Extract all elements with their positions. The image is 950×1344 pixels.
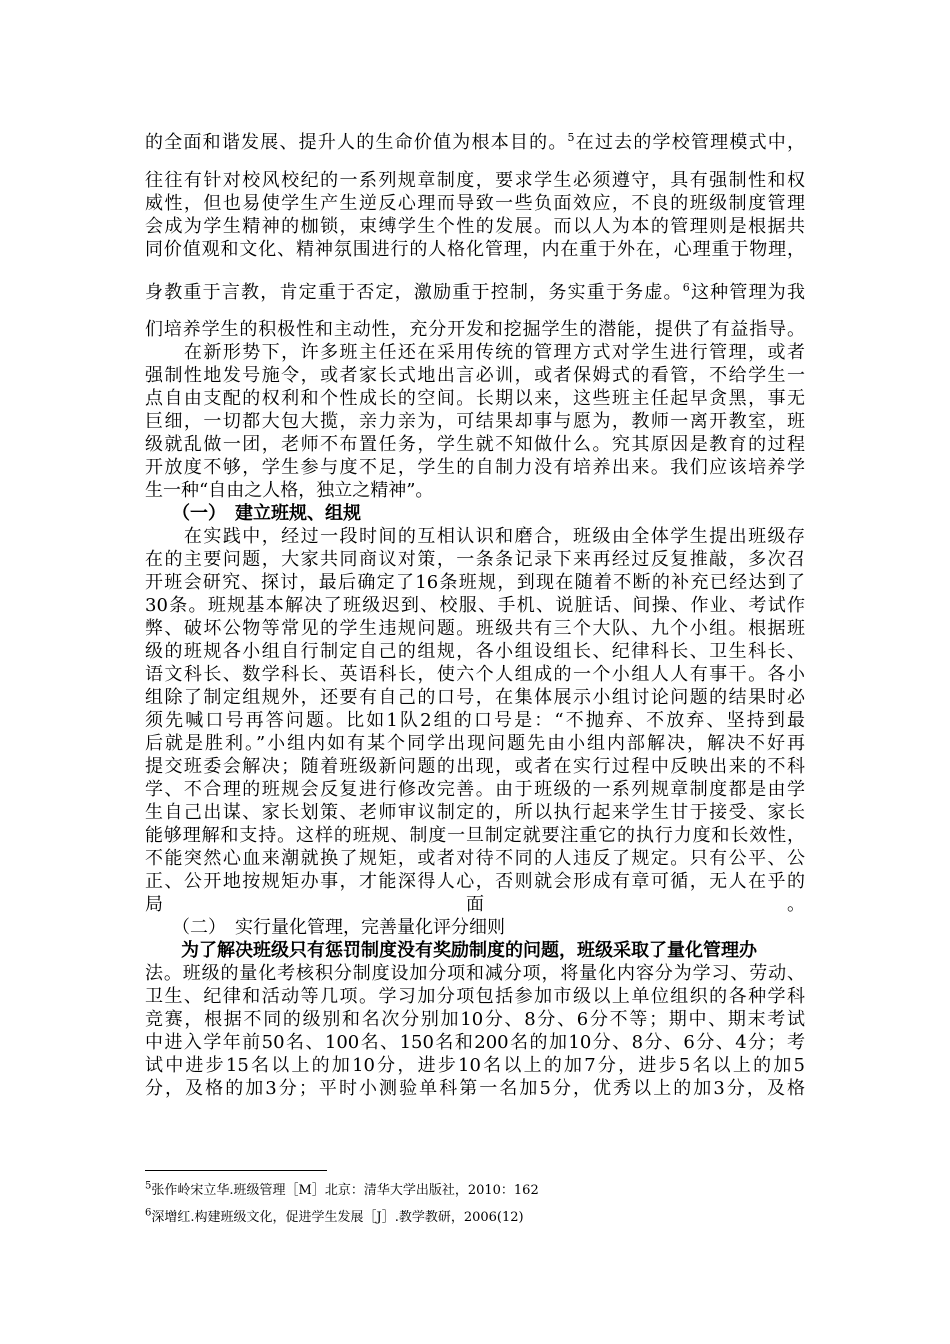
body-line: 会成为学生精神的枷锁，束缚学生个性的发展。而以人为本的管理则是根据共 [145,216,805,237]
body-line: 点自由支配的权利和个性成长的空间。长期以来，这些班主任起早贪黑，事无 [145,388,805,409]
body-line: 学、不合理的班规会反复进行修改完善。由于班级的一系列规章制度都是由学 [145,779,805,800]
section-heading-1: （一） 建立班规、组规 [145,503,361,524]
footnote-6: $^6$深增红.构建班级文化，促进学生发展［J］.教学教研，2006(12) [145,1207,524,1225]
body-line: 在的主要问题，大家共同商议对策，一条条记录下来再经过反复推敲，多次召 [145,549,805,570]
body-line: 30条。班规基本解决了班级迟到、校服、手机、说脏话、间操、作业、考试作 [145,595,805,616]
body-line: 的全面和谐发展、提升人的生命价值为根本目的。$^5$在过去的学校管理模式中， [145,131,806,153]
body-line: 们培养学生的积极性和主动性，充分开发和挖掘学生的潜能，提供了有益指导。 [145,319,805,340]
body-line: 同价值观和文化、精神氛围进行的人格化管理，内在重于外在，心理重于物理， [145,239,805,260]
body-line: 分，及格的加3分；平时小测验单科第一名加5分，优秀以上的加3分，及格 [145,1078,805,1099]
body-line: 开放度不够，学生参与度不足，学生的自制力没有培养出来。我们应该培养学 [145,457,805,478]
body-line: 开班会研究、探讨，最后确定了16条班规，到现在随着不断的补充已经达到了 [145,572,805,593]
body-line: 语文科长、数学科长、英语科长，使六个人组成的一个小组人人有事干。各小 [145,664,805,685]
footnote-ref[interactable]: 5 [567,131,575,144]
body-line: 中进入学年前50名、100名、150名和200名的加10分、8分、6分、4分；考 [145,1032,805,1053]
body-line: 威性，但也易使学生产生逆反心理而导致一些负面效应，不良的班级制度管理 [145,193,805,214]
footnote-separator [145,1170,327,1171]
body-line: 巨细，一切都大包大揽，亲力亲为，可结果却事与愿为，教师一离开教室，班 [145,411,805,432]
footnote-mark: 6 [145,1207,152,1219]
body-line: 身教重于言教，肯定重于否定，激励重于控制，务实重于务虚。$^6$这种管理为我 [145,281,806,303]
footnote-mark: 5 [145,1180,152,1192]
body-line: 竞赛，根据不同的级别和名次分别加10分、8分、6分不等；期中、期末考试 [145,1009,805,1030]
body-line: 生自己出谋、家长划策、老师审议制定的，所以执行起来学生甘于接受、家长 [145,802,805,823]
body-line: 生一种“自由之人格，独立之精神”。 [145,480,434,501]
body-line: 弊、破坏公物等常见的学生违规问题。班级共有三个大队、九个小组。根据班 [145,618,805,639]
body-line: 能够理解和支持。这样的班规、制度一旦制定就要注重它的执行力度和长效性， [145,825,805,846]
body-line: 在实践中，经过一段时间的互相认识和磨合，班级由全体学生提出班级存 [145,526,805,547]
body-line: 法。班级的量化考核积分制度设加分项和减分项，将量化内容分为学习、劳动、 [145,963,805,984]
body-line: 往往有针对校风校纪的一系列规章制度，要求学生必须遵守，具有强制性和权 [145,170,805,191]
footnote-ref[interactable]: 6 [682,281,690,294]
body-line: 试中进步15名以上的加10分，进步10名以上的加7分，进步5名以上的加5 [145,1055,805,1076]
body-line: （二） 实行量化管理，完善量化评分细则 [145,917,505,938]
body-line: 强制性地发号施令，或者家长式地出言必训，或者保姆式的看管，不给学生一 [145,365,805,386]
body-line: 在新形势下，许多班主任还在采用传统的管理方式对学生进行管理，或者 [145,342,805,363]
footnote-5: $^5$张作岭宋立华.班级管理［M］北京：清华大学出版社，2010：162 [145,1180,539,1198]
body-line: 局面。 [145,894,805,915]
body-line: 提交班委会解决；随着班级新问题的出现，或者在实行过程中反映出来的不科 [145,756,805,777]
body-line: 级的班规各小组自行制定自己的组规，各小组设组长、纪律科长、卫生科长、 [145,641,805,662]
body-line: 后就是胜利。”小组内如有某个同学出现问题先由小组内部解决，解决不好再 [145,733,805,754]
body-line: 卫生、纪律和活动等几项。学习加分项包括参加市级以上单位组织的各种学科 [145,986,805,1007]
body-line: 正、公开地按规矩办事，才能深得人心，否则就会形成有章可循，无人在乎的 [145,871,805,892]
body-line: 组除了制定组规外，还要有自己的口号，在集体展示小组讨论问题的结果时必 [145,687,805,708]
body-line: 须先喊口号再答问题。比如1队2组的口号是：“不抛弃、不放弃、坚持到最 [145,710,805,731]
body-line: 级就乱做一团，老师不布置任务，学生就不知做什么。究其原因是教育的过程 [145,434,805,455]
body-line: 不能突然心血来潮就换了规矩，或者对待不同的人违反了规定。只有公平、公 [145,848,805,869]
section-heading-2: 为了解决班级只有惩罚制度没有奖励制度的问题，班级采取了量化管理办 [145,940,757,961]
